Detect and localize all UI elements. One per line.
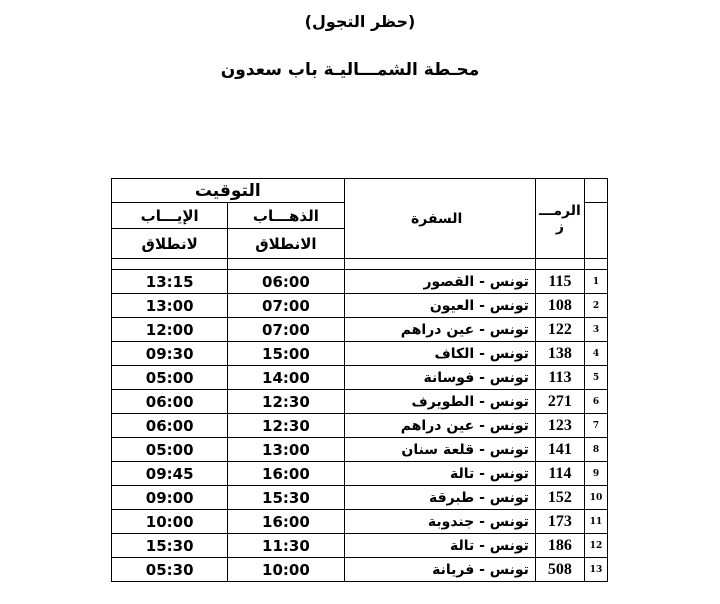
route-name: تونس - القصور [344,270,535,294]
route-code: 115 [535,270,584,294]
spacer-cell [344,259,535,270]
return-time: 06:00 [112,414,228,438]
return-time: 12:00 [112,318,228,342]
route-code: 114 [535,462,584,486]
route-name: تونس - عين دراهم [344,414,535,438]
outbound-time: 15:30 [228,486,344,510]
table-row [112,342,608,366]
route-code: 141 [535,438,584,462]
return-time: 10:00 [112,510,228,534]
outbound-time: 12:30 [228,390,344,414]
table-row [112,438,608,462]
row-index: 3 [584,318,607,342]
index-header-blank [584,203,607,259]
code-header: الرمـــ ز [535,179,584,259]
route-header: السفرة [344,179,535,259]
outbound-time: 11:30 [228,534,344,558]
page-title: (حظر التجول) [304,12,416,31]
return-time: 06:00 [112,390,228,414]
return-time: 09:00 [112,486,228,510]
table-row [112,390,608,414]
return-departure-header: لانطلاق [112,229,228,259]
schedule-table [111,178,608,582]
route-code: 152 [535,486,584,510]
outbound-time: 07:00 [228,318,344,342]
route-name: تونس - جندوبة [344,510,535,534]
outbound-time: 12:30 [228,414,344,438]
row-index: 13 [584,558,607,582]
timing-header: التوقيت [112,179,345,203]
return-header: الإيـــاب [112,203,228,229]
index-header-cell [584,179,607,203]
table-row [112,510,608,534]
route-name: تونس - طبرقة [344,486,535,510]
route-name: تونس - الكاف [344,342,535,366]
route-name: تونس - تالة [344,534,535,558]
table-row [112,366,608,390]
row-index: 9 [584,462,607,486]
table-row [112,558,608,582]
return-time: 05:00 [112,438,228,462]
return-time: 13:15 [112,270,228,294]
table-row [112,462,608,486]
row-index: 7 [584,414,607,438]
row-index: 4 [584,342,607,366]
route-code: 113 [535,366,584,390]
return-time: 05:00 [112,366,228,390]
station-subtitle: محـطة الشمـــاليـة باب سعدون [220,60,480,80]
table-row [112,318,608,342]
outbound-time: 06:00 [228,270,344,294]
return-time: 13:00 [112,294,228,318]
route-code: 108 [535,294,584,318]
route-code: 138 [535,342,584,366]
outbound-departure-header: الانطلاق [228,229,344,259]
route-code: 271 [535,390,584,414]
outbound-time: 16:00 [228,462,344,486]
table-row [112,294,608,318]
route-code: 186 [535,534,584,558]
outbound-time: 15:00 [228,342,344,366]
table-row [112,270,608,294]
route-code: 173 [535,510,584,534]
table-row [112,486,608,510]
outbound-header: الذهـــاب [228,203,344,229]
route-name: تونس - فوسانة [344,366,535,390]
row-index: 12 [584,534,607,558]
return-time: 15:30 [112,534,228,558]
row-index: 6 [584,390,607,414]
return-time: 09:45 [112,462,228,486]
outbound-time: 16:00 [228,510,344,534]
outbound-time: 14:00 [228,366,344,390]
route-name: تونس - تالة [344,462,535,486]
row-index: 10 [584,486,607,510]
route-code: 122 [535,318,584,342]
spacer-cell [584,259,607,270]
row-index: 2 [584,294,607,318]
outbound-time: 07:00 [228,294,344,318]
outbound-time: 10:00 [228,558,344,582]
route-name: تونس - قلعة سنان [344,438,535,462]
row-index: 8 [584,438,607,462]
row-index: 5 [584,366,607,390]
outbound-time: 13:00 [228,438,344,462]
route-name: تونس - الطويرف [344,390,535,414]
table-row [112,534,608,558]
return-time: 05:30 [112,558,228,582]
return-time: 09:30 [112,342,228,366]
table-row [112,414,608,438]
spacer-cell [228,259,344,270]
route-code: 123 [535,414,584,438]
route-code: 508 [535,558,584,582]
route-name: تونس - فريانة [344,558,535,582]
row-index: 11 [584,510,607,534]
spacer-cell [112,259,228,270]
route-name: تونس - العيون [344,294,535,318]
route-name: تونس - عين دراهم [344,318,535,342]
row-index: 1 [584,270,607,294]
spacer-cell [535,259,584,270]
